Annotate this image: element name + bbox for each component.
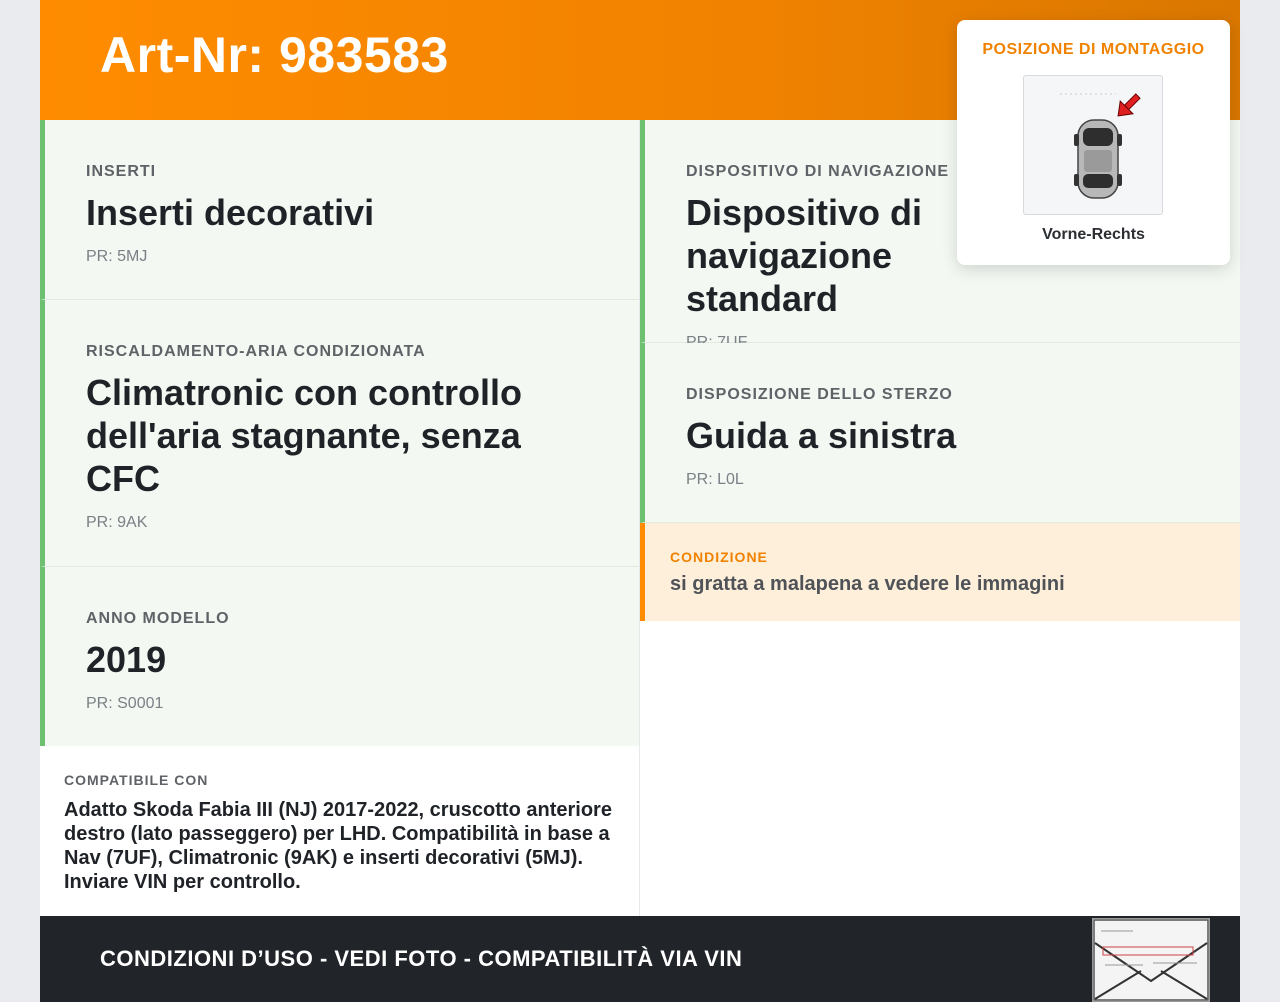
spec-label: ANNO MODELLO: [86, 610, 230, 627]
spec-value: Climatronic con controllo dell'aria stagnante, senza CFC: [86, 372, 523, 499]
spec-pr-code: PR: S0001: [86, 695, 164, 712]
spec-pr-code: PR: 9AK: [86, 514, 148, 531]
page-title: Art-Nr: 983583: [100, 27, 449, 83]
compatibility-label: COMPATIBILE CON: [64, 772, 209, 788]
spec-label: RISCALDAMENTO-ARIA CONDIZIONATA: [86, 343, 426, 360]
compatibility-panel: [40, 746, 639, 916]
page-sheet: [40, 0, 1240, 1002]
spec-pr-code: PR: L0L: [686, 471, 744, 488]
spec-card-model-year: [40, 567, 639, 747]
spec-value: Inserti decorativi: [86, 192, 375, 233]
spec-pr-code: PR: 5MJ: [86, 248, 148, 265]
mounting-position-label: POSIZIONE DI MONTAGGIO: [982, 41, 1205, 58]
spec-card-steering: [640, 343, 1240, 523]
spec-card-climate: [40, 300, 639, 567]
spec-label: DISPOSITIVO DI NAVIGAZIONE: [686, 163, 950, 180]
spec-value: Guida a sinistra: [686, 415, 957, 456]
envelope-icon: [1093, 919, 1209, 1001]
spec-label: DISPOSIZIONE DELLO STERZO: [686, 386, 953, 403]
footer-bar: [40, 916, 1240, 1002]
compatibility-text: Adatto Skoda Fabia III (NJ) 2017-2022, cruscotto anteriore destro (lato passeggero) per LHD. Compatibilità in base a Nav (7UF), Climatronic (9AK) e inserti decorativi (5MJ). Inviare VIN per controllo.: [64, 799, 612, 893]
spec-value: Dispositivo di navigazione standard: [686, 192, 923, 319]
car-top-view-icon: [1024, 76, 1162, 214]
car-position-image: [1023, 75, 1163, 215]
spec-label: INSERTI: [86, 163, 157, 180]
mounting-position-popup: [957, 20, 1230, 265]
condition-label: CONDIZIONE: [670, 549, 768, 565]
spec-value: 2019: [86, 639, 167, 680]
column-divider: [639, 120, 640, 916]
footer-text: CONDIZIONI D’USO - VEDI FOTO - COMPATIBILITÀ VIA VIN: [100, 946, 743, 971]
envelope-stamp-image: [1092, 918, 1210, 1002]
condition-panel: [640, 523, 1240, 621]
mounting-position-caption: Vorne-Rechts: [1042, 226, 1145, 243]
condition-text: si gratta a malapena a vedere le immagini: [670, 573, 1065, 595]
spec-card-inserti: [40, 120, 639, 300]
